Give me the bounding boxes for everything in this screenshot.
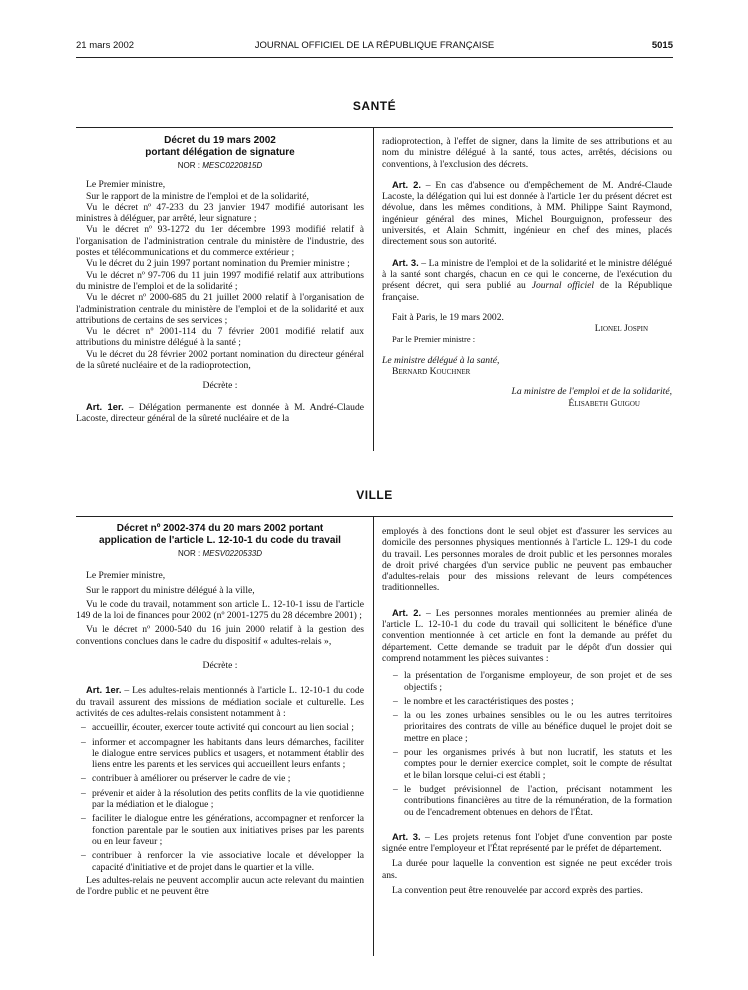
decrete-label: Décrète : bbox=[202, 380, 238, 392]
list-item: – contribuer à renforcer la vie associative locale et développer la capacité d'initiative et de projet dans le quartier et la ville. bbox=[78, 850, 364, 873]
list-item: – le nombre et les caractéristiques des postes ; bbox=[390, 696, 672, 707]
list-item: – accueillir, écouter, exercer toute activité qui concourt au lien social ; bbox=[78, 722, 364, 733]
article-label: Art. 1er. bbox=[86, 684, 122, 696]
article-2 bbox=[382, 179, 672, 248]
ville-left-column bbox=[76, 523, 364, 897]
section-title-sante: SANTÉ bbox=[352, 99, 397, 113]
paragraph: Vu le décret du 2 juin 1997 portant nomination du Premier ministre ; bbox=[86, 258, 350, 270]
signatory-title: La ministre de l'emploi et de la solidarité, bbox=[511, 386, 672, 398]
list-item: – pour les organismes privés à but non lucratif, les statuts et les comptes pour le dernier exercice complet, soit le compte de résultat et le bilan lorsque celui-ci est établi ; bbox=[390, 747, 672, 781]
signatory-name-sante bbox=[382, 366, 672, 377]
decree-title-line1: Décret du 19 mars 2002 bbox=[164, 135, 276, 146]
article-3 bbox=[382, 257, 672, 303]
signatory-name: Lionel Jospin bbox=[594, 323, 648, 335]
article-label: Art. 3. bbox=[392, 830, 421, 842]
signatory-name: Élisabeth Guigou bbox=[568, 397, 640, 409]
article-1 bbox=[76, 401, 364, 425]
paragraph: Les adultes-relais ne peuvent accomplir aucun acte relevant du maintien de l'ordre public et ne peuvent être bbox=[76, 874, 364, 898]
list-item: – faciliter le dialogue entre les générations, accompagner et renforcer la fonction parentale par le soutien aux initiatives prises par les parents ou en leur faveur ; bbox=[78, 813, 364, 847]
signatory-title: Le ministre délégué à la santé, bbox=[382, 354, 500, 366]
paragraph: Vu le décret nº 2000-540 du 16 juin 2000 relatif à la gestion des conventions conclues dans le cadre du dispositif « adultes-relais », bbox=[76, 624, 364, 647]
article-1 bbox=[76, 684, 364, 719]
list-item: – le budget prévisionnel de l'action, précisant notamment les contributions financières au titre de la rémunération, de la formation ou de l'encadrement obtenues en dehors de l'État. bbox=[390, 784, 672, 818]
paragraph: radioprotection, à l'effet de signer, dans la limite de ses attributions et au nom du ministre délégué à la santé, tous actes, arrêtés, décisions ou conventions, à l'exclusion des décrets. bbox=[382, 136, 672, 170]
ville-right-column bbox=[382, 526, 672, 896]
place-date: Fait à Paris, le 19 mars 2002. bbox=[392, 311, 504, 323]
decree-title-line2: application de l'article L. 12-10-1 du code du travail bbox=[99, 534, 341, 546]
nor-reference bbox=[76, 160, 364, 171]
paragraph: La durée pour laquelle la convention est signée ne peut excéder trois ans. bbox=[382, 858, 672, 881]
activity-list bbox=[78, 722, 364, 873]
paragraph: Le Premier ministre, bbox=[86, 570, 166, 582]
article-label: Art. 2. bbox=[392, 178, 421, 190]
page-number: 5015 bbox=[651, 40, 673, 51]
sante-left-column bbox=[76, 135, 364, 424]
decrete-label: Décrète : bbox=[202, 660, 238, 672]
paragraph: employés à des fonctions dont le seul objet est d'assurer les services au domicile des personnes physiques mentionnés à l'article L. 129-1 du code du travail. Les personnes morales de droit public et les personnes morales de droit privé chargées d'un service public ne peuvent pas embaucher d'adultes-relais pour des missions relevant de leurs compétences traditionnelles. bbox=[382, 526, 672, 594]
article-text: – Délégation permanente est donnée à M. André-Claude Lacoste, directeur général de la sûreté nucléaire et de la bbox=[76, 401, 364, 424]
section-rule-ville bbox=[76, 516, 673, 517]
list-item: – la présentation de l'organisme employeur, de son projet et de ses objectifs ; bbox=[390, 670, 672, 693]
signatory-name-emploi bbox=[382, 398, 672, 409]
section-title-ville: VILLE bbox=[356, 488, 393, 502]
article-text: – Les adultes-relais mentionnés à l'article L. 12-10-1 du code du travail assurent des missions de médiation sociale et culturelle. Les activités de ces adultes-relais consistent notamment à : bbox=[76, 685, 364, 719]
journal-title: JOURNAL OFFICIEL DE LA RÉPUBLIQUE FRANÇAISE bbox=[254, 40, 495, 51]
paragraph: Vu le décret nº 2000-685 du 21 juillet 2000 relatif à l'organisation de l'administration centrale du ministère de l'emploi et de la solidarité et aux attributions de certains de ses services ; bbox=[76, 292, 364, 326]
article-text: – Les projets retenus font l'objet d'une convention par poste signée entre l'employeur et l'État représenté par le préfet de département. bbox=[382, 831, 672, 855]
page-header bbox=[76, 40, 673, 54]
sante-right-column bbox=[382, 136, 672, 409]
nor-label: NOR : bbox=[177, 161, 200, 170]
column-divider-sante bbox=[373, 127, 374, 451]
paragraph: Vu le décret nº 97-706 du 11 juin 1997 modifié relatif aux attributions du ministre de l'emploi et de la solidarité ; bbox=[76, 269, 364, 292]
decree-title-ville bbox=[76, 523, 364, 546]
paragraph: Vu le décret nº 47-233 du 23 janvier 1947 modifié autorisant les ministres à déléguer, par arrêté, leur signature ; bbox=[76, 201, 364, 225]
decree-title-line1: Décret nº 2002-374 du 20 mars 2002 portant bbox=[116, 523, 324, 534]
article-3 bbox=[382, 831, 672, 855]
article-label: Art. 3. bbox=[392, 256, 419, 268]
list-item: – contribuer à améliorer ou préserver le cadre de vie ; bbox=[78, 773, 364, 784]
article-label: Art. 1er. bbox=[86, 400, 124, 412]
paragraph: Vu le code du travail, notamment son article L. 12-10-1 issu de l'article 149 de la loi de finances pour 2002 (nº 2001-1275 du 28 décembre 2001) ; bbox=[76, 598, 364, 622]
article-text: de la République française. bbox=[382, 280, 672, 303]
section-rule-sante bbox=[76, 127, 673, 128]
list-item: – informer et accompagner les habitants dans leurs démarches, faciliter le dialogue entre services publics et usagers, et notamment établir des liens entre les parents et les services qui accueillent leurs enfants ; bbox=[78, 737, 364, 771]
paragraph: Le Premier ministre, bbox=[86, 179, 166, 191]
signature-premier-ministre bbox=[382, 323, 672, 334]
paragraph: Vu le décret nº 93-1272 du 1er décembre 1993 modifié relatif à l'organisation de l'administration centrale du ministère de l'industrie, des postes et télécommunications et du commerce extérieur ; bbox=[76, 224, 364, 259]
list-item: – la ou les zones urbaines sensibles ou le ou les autres territoires prioritaires des contrats de ville au bénéfice duquel le projet doit se mettre en place ; bbox=[390, 710, 672, 744]
nor-label: NOR : bbox=[177, 549, 201, 558]
article-label: Art. 2. bbox=[392, 606, 422, 618]
article-text: – Les personnes morales mentionnées au premier alinéa de l'article L. 12-10-1 du code du travail qui sollicitent le bénéfice d'une convention mentionnée à cet article en font la demande au préfet du département. Cette demande se traduit par le dépôt d'un dossier qui comprend notamment les pièces suivantes : bbox=[382, 607, 672, 664]
paragraph: Sur le rapport du ministre délégué à la ville, bbox=[86, 584, 255, 596]
document-list bbox=[390, 670, 672, 818]
column-divider-ville bbox=[373, 516, 374, 956]
decree-title-line2: portant délégation de signature bbox=[145, 146, 295, 158]
journal-name: Journal officiel bbox=[531, 280, 595, 292]
list-item: – prévenir et aider à la résolution des petits conflits de la vie quotidienne par la médiation et le dialogue ; bbox=[78, 788, 364, 811]
paragraph: Vu le décret nº 2001-114 du 7 février 2001 modifié relatif aux attributions du ministre délégué à la santé ; bbox=[76, 326, 364, 349]
signatory-name: Bernard Kouchner bbox=[392, 366, 471, 378]
article-text: – En cas d'absence ou d'empêchement de M. André-Claude Lacoste, la délégation qui lui est donnée à l'article 1er du présent décret est dévolue, dans les mêmes conditions, à MM. Philippe Saint Raymond, ingénieur général des mines, Michel Bourguignon, professeur des universités, et Alain Schmitt, ingénieur en chef des mines, placés directement sous son autorité. bbox=[382, 179, 672, 248]
decree-title-sante bbox=[76, 135, 364, 158]
article-text: – La ministre de l'emploi et de la solidarité et le ministre délégué à la santé sont chargés, chacun en ce qui le concerne, de l'exécution du présent décret, qui sera publié au bbox=[382, 257, 672, 292]
nor-code: MESV0220533D bbox=[202, 549, 263, 558]
signature-ministre-sante bbox=[382, 355, 672, 366]
header-rule bbox=[76, 57, 673, 58]
par-le-premier-ministre: Par le Premier ministre : bbox=[392, 334, 476, 345]
nor-reference bbox=[76, 548, 364, 559]
header-date: 21 mars 2002 bbox=[76, 40, 135, 51]
paragraph: La convention peut être renouvelée par accord exprès des parties. bbox=[392, 885, 643, 897]
paragraph: Vu le décret du 28 février 2002 portant nomination du directeur général de la sûreté nucléaire et de la radioprotection, bbox=[76, 348, 364, 372]
nor-code: MESC0220815D bbox=[202, 161, 263, 170]
signature-ministre-emploi bbox=[382, 386, 672, 397]
article-2 bbox=[382, 607, 672, 664]
paragraph: Sur le rapport de la ministre de l'emploi et de la solidarité, bbox=[86, 190, 309, 202]
